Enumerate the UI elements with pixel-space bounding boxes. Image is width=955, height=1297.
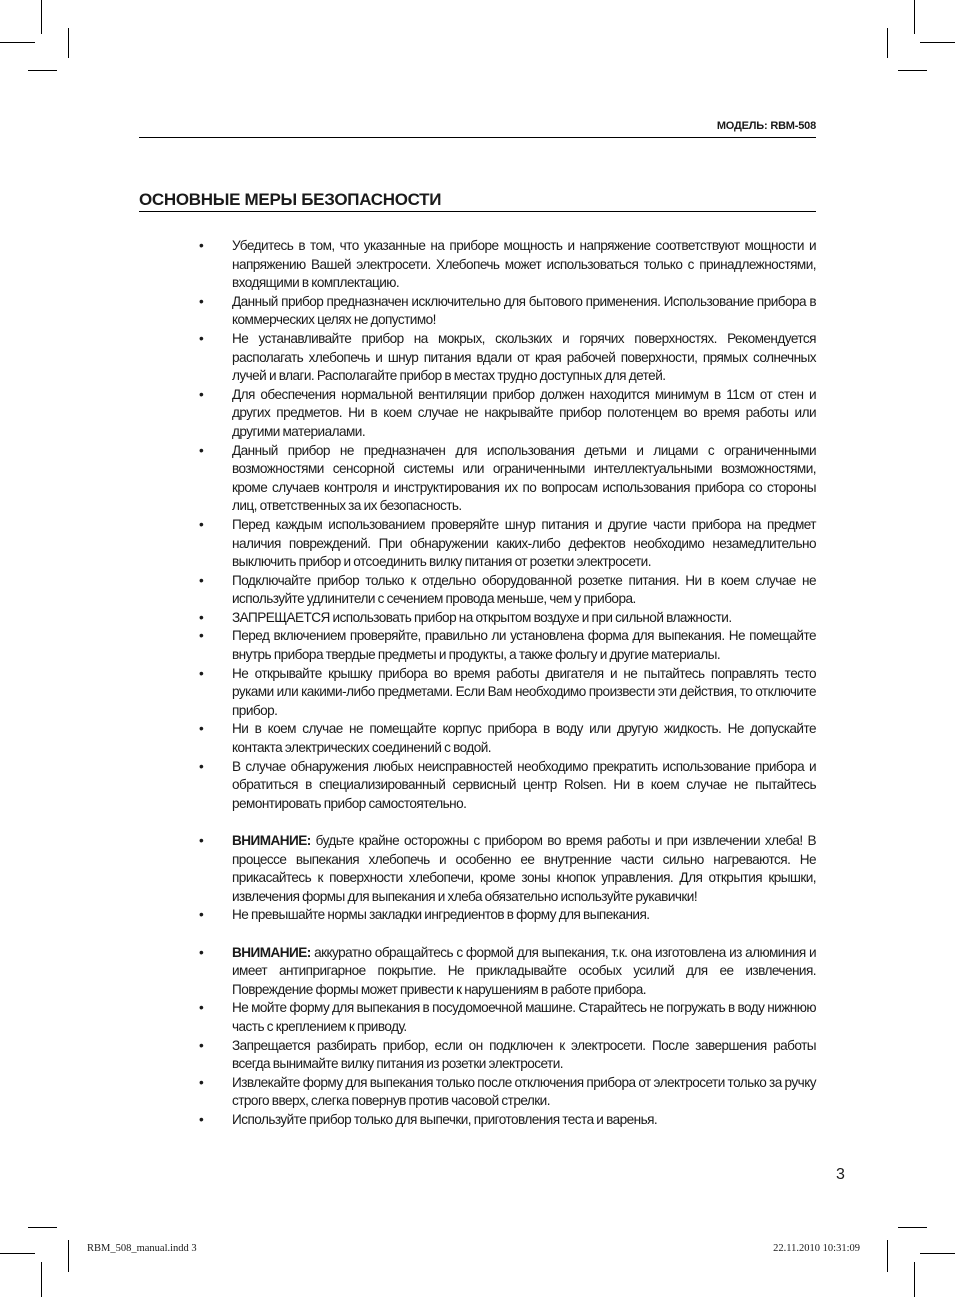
list-item [195,1111,816,1130]
crop-mark [0,42,35,43]
list-item [195,665,816,721]
crop-mark [887,28,888,58]
list-item [195,572,816,609]
warning-label: ВНИМАНИЕ: [232,833,311,848]
bullet-icon: • [199,1037,204,1053]
crop-mark [898,1227,927,1228]
crop-mark [41,0,42,34]
crop-mark [914,1262,915,1297]
list-item-text: Извлекайте форму для выпекания только после отключения прибора от электросети только за ручку строго вверх, слегка повернув против часовой стрелки. [232,1074,816,1109]
title-rule [139,211,816,212]
list-item [195,720,816,757]
list-item [195,906,816,925]
crop-mark [920,1253,955,1254]
header-rule [139,137,816,138]
crop-mark [920,42,955,43]
list-item-text: Убедитесь в том, что указанные на приборе мощность и напряжение соответствуют мощности и напряжению Вашей электросети. Хлебопечь может использоваться только с принадлежностями, входящими в комплектацию. [232,238,816,291]
crop-mark [41,1262,42,1297]
list-item [195,758,816,814]
bullet-icon: • [199,238,204,253]
list-item [195,516,816,572]
warning-list-item [195,832,816,906]
bullet-icon: • [199,758,204,774]
page-title: ОСНОВНЫЕ МЕРЫ БЕЗОПАСНОСТИ [139,190,442,209]
bullet-icon: • [199,944,204,960]
list-item [195,293,816,330]
list-item [195,442,816,516]
footer-filename: RBM_508_manual.indd 3 [87,1243,197,1254]
model-label: МОДЕЛЬ: RBM-508 [716,120,816,132]
list-item [195,330,816,386]
list-item-text: Не превышайте нормы закладки ингредиентов в форму для выпекания. [232,907,650,923]
bullet-icon: • [199,1111,204,1127]
list-item [195,999,816,1036]
list-item-text: Не открывайте крышку прибора во время работы двигателя и не пытайтесь поправлять тесто руками или какими-либо предметами. Если Вам необходимо произвести эти действия, то отключите прибор. [232,665,816,718]
warning-list-item [195,944,816,1000]
list-item-text: Подключайте прибор только к отдельно оборудованной розетке питания. Ни в коем случае не используйте удлинители с сечением провода меньше, чем у прибора. [232,572,816,607]
bullet-icon: • [199,572,204,588]
list-item-text: В случае обнаружения любых неисправностей необходимо прекратить использование прибора и обратиться в специализированный сервисный центр Rolsen. Ни в коем случае не пытайтесь ремонтировать прибор самостоятельно. [232,758,816,811]
bullet-icon: • [199,1000,204,1016]
bullet-icon: • [199,665,204,681]
crop-mark [28,70,57,71]
bullet-icon: • [199,628,204,644]
list-item [195,386,816,442]
list-item [195,1037,816,1074]
list-item-text: Ни в коем случае не помещайте корпус прибора в воду или другую жидкость. Не допускайте контакта электрических соединений с водой. [232,721,816,756]
page-number: 3 [836,1166,845,1183]
list-item [195,237,816,293]
list-item-text: Не мойте форму для выпекания в посудомоечной машине. Старайтесь не погружать в воду нижнюю часть с креплением к приводу. [232,1000,816,1034]
bullet-icon: • [199,516,204,532]
warning-label: ВНИМАНИЕ: [232,944,311,960]
list-item-text: Данный прибор не предназначен для использования детьми и лицами с ограниченными возможностями сенсорной системы или ограниченными интеллектуальными возможностями, кроме случаев контроля и инструктирования их по вопросам использования прибора со стороны лиц, ответственных за их безопасность. [232,442,816,514]
crop-mark [68,28,69,58]
crop-mark [898,70,927,71]
list-item-text: Используйте прибор только для выпечки, приготовления теста и варенья. [232,1111,658,1127]
list-item-text: Перед включением проверяйте, правильно ли установлена форма для выпекания. Не помещайте внутрь прибора твердые предметы и продукты, а также фольгу и другие материалы. [232,628,816,663]
list-item-text: Для обеспечения нормальной вентиляции прибор должен находится минимум в 11см от стен и других предметов. Ни в коем случае не накрывайте прибор полотенцем во время работы или другими материалами. [232,386,816,439]
list-item [195,1074,816,1111]
list-item-text: Запрещается разбирать прибор, если он подключен к электросети. После завершения работы всегда вынимайте вилку питания из розетки электросети. [232,1037,816,1072]
crop-mark [28,1227,57,1228]
list-item [195,627,816,664]
crop-mark [0,1253,35,1254]
list-item-text: аккуратно обращайтесь с формой для выпекания, т.к. она изготовлена из алюминия и имеет антипригарное покрытие. Не прикладывайте особых усилий для ее извлечения. Повреждение формы может привести к нарушениям в работе прибора. [232,944,816,997]
list-item-text: ЗАПРЕЩАЕТСЯ использовать прибор на открытом воздухе и при сильной влажности. [232,609,732,625]
crop-mark [887,1240,888,1272]
bullet-icon: • [199,907,204,923]
list-item-text: Перед каждым использованием проверяйте шнур питания и другие части прибора на предмет наличия повреждений. При обнаружении каких-либо дефектов необходимо незамедлительно выключить прибор и отсоединить вилку питания от розетки электросети. [232,516,816,570]
safety-list [195,237,816,1130]
crop-mark [914,0,915,34]
bullet-icon: • [199,1074,204,1090]
bullet-icon: • [199,386,204,402]
list-item-text: Не устанавливайте прибор на мокрых, скользких и горячих поверхностях. Рекомендуется располагать хлебопечь и шнур питания вдали от края рабочей поверхности, прямых солнечных лучей и влаги. Располагайте прибор в местах трудно доступных для детей. [232,330,816,384]
bullet-icon: • [199,442,204,458]
list-item [195,609,816,628]
bullet-icon: • [199,609,204,625]
bullet-icon: • [199,721,204,737]
bullet-icon: • [199,330,204,346]
footer-date: 22.11.2010 10:31:09 [773,1243,860,1254]
crop-mark [68,1240,69,1272]
bullet-icon: • [199,833,204,848]
list-item-text: Данный прибор предназначен исключительно для бытового применения. Использование прибора в коммерческих целях не допустимо! [232,293,816,328]
bullet-icon: • [199,293,204,309]
list-item-text: будьте крайне осторожны с прибором во время работы и при извлечении хлеба! В процессе выпекания хлебопечь и особенно ее внутренние части сильно нагреваются. Не прикасайтесь к поверхности хлебопечи, кроме зоны кнопок управления. Для открытия крышки, извлечения формы для выпекания и хлеба обязательно используйте рукавички! [232,833,816,904]
